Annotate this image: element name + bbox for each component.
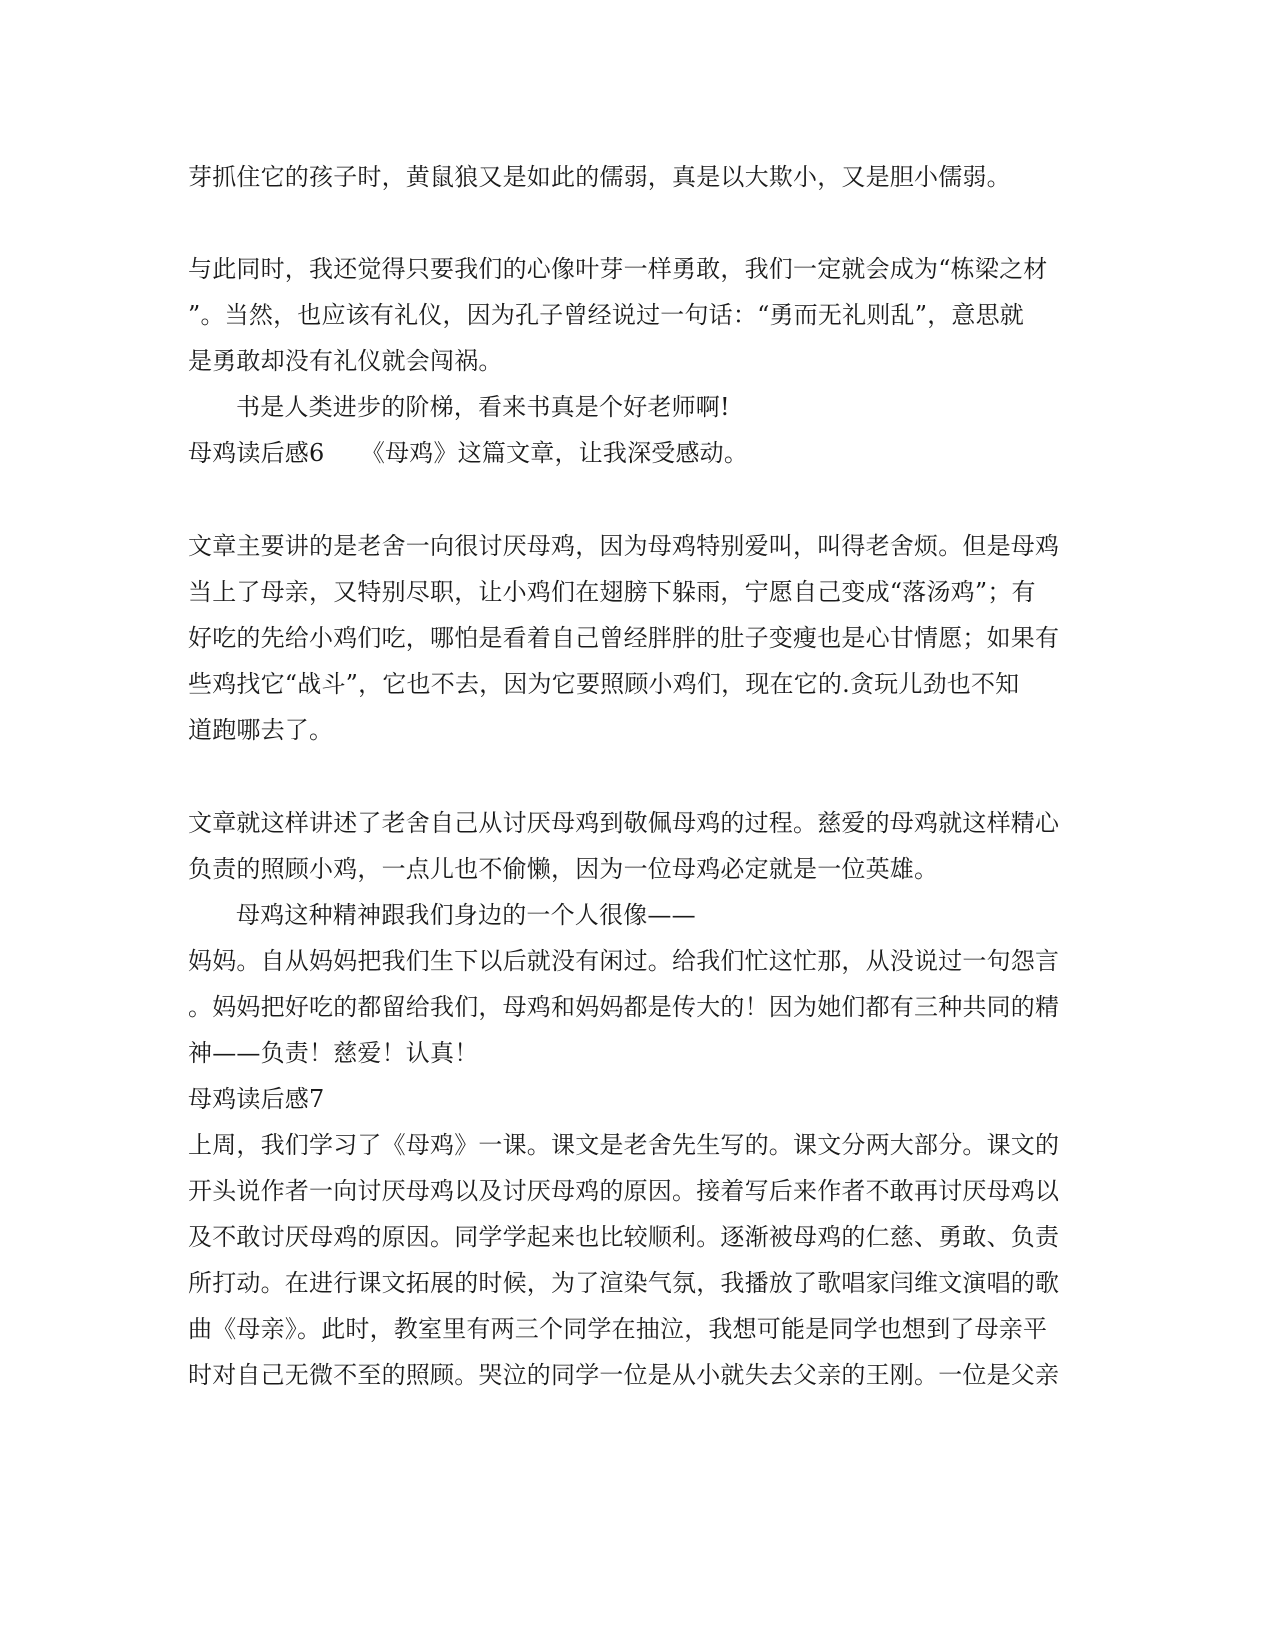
text-line: 上周，我们学习了《母鸡》一课。课文是老舍先生写的。课文分两大部分。课文的 xyxy=(188,1131,1060,1159)
section-heading: 母鸡读后感7 xyxy=(188,1085,325,1113)
text-line: 些鸡找它“战斗”，它也不去，因为它要照顾小鸡们，现在它的.贪玩儿劲也不知 xyxy=(188,670,1020,698)
text-line: 负责的照顾小鸡，一点儿也不偷懒，因为一位母鸡必定就是一位英雄。 xyxy=(188,855,939,883)
text-line: 曲《母亲》。此时，教室里有两三个同学在抽泣，我想可能是同学也想到了母亲平 xyxy=(188,1315,1048,1343)
section-heading: 母鸡读后感6 《母鸡》这篇文章，让我深受感动。 xyxy=(188,439,749,467)
text-line: 。妈妈把好吃的都留给我们，母鸡和妈妈都是传大的！因为她们都有三种共同的精 xyxy=(188,993,1060,1021)
text-line: 文章主要讲的是老舍一向很讨厌母鸡，因为母鸡特别爱叫，叫得老舍烦。但是母鸡 xyxy=(188,532,1060,560)
text-line: 书是人类进步的阶梯，看来书真是个好老师啊! xyxy=(236,393,730,421)
text-line: 所打动。在进行课文拓展的时候，为了渲染气氛，我播放了歌唱家闫维文演唱的歌 xyxy=(188,1269,1060,1297)
text-line: 开头说作者一向讨厌母鸡以及讨厌母鸡的原因。接着写后来作者不敢再讨厌母鸡以 xyxy=(188,1177,1060,1205)
text-line: 时对自己无微不至的照顾。哭泣的同学一位是从小就失去父亲的王刚。一位是父亲 xyxy=(188,1361,1060,1389)
text-line: 是勇敢却没有礼仪就会闯祸。 xyxy=(188,347,503,375)
text-line: 好吃的先给小鸡们吃，哪怕是看着自己曾经胖胖的肚子变瘦也是心甘情愿；如果有 xyxy=(188,624,1060,652)
text-line: 当上了母亲，又特别尽职，让小鸡们在翅膀下躲雨，宁愿自己变成“落汤鸡”；有 xyxy=(188,578,1036,606)
text-line: 及不敢讨厌母鸡的原因。同学学起来也比较顺利。逐渐被母鸡的仁慈、勇敢、负责 xyxy=(188,1223,1060,1251)
text-line: 文章就这样讲述了老舍自己从讨厌母鸡到敬佩母鸡的过程。慈爱的母鸡就这样精心 xyxy=(188,809,1060,837)
text-line: 妈妈。自从妈妈把我们生下以后就没有闲过。给我们忙这忙那，从没说过一句怨言 xyxy=(188,947,1060,975)
text-line: ”。当然，也应该有礼仪，因为孔子曾经说过一句话：“勇而无礼则乱”，意思就 xyxy=(188,301,1025,329)
text-line: 神——负责！慈爱！认真！ xyxy=(188,1039,479,1067)
text-line: 与此同时，我还觉得只要我们的心像叶芽一样勇敢，我们一定就会成为“栋梁之材 xyxy=(188,255,1048,283)
text-line: 芽抓住它的孩子时，黄鼠狼又是如此的儒弱，真是以大欺小，又是胆小儒弱。 xyxy=(188,163,1011,191)
text-line: 母鸡这种精神跟我们身边的一个人很像—— xyxy=(236,901,696,929)
text-line: 道跑哪去了。 xyxy=(188,716,334,744)
